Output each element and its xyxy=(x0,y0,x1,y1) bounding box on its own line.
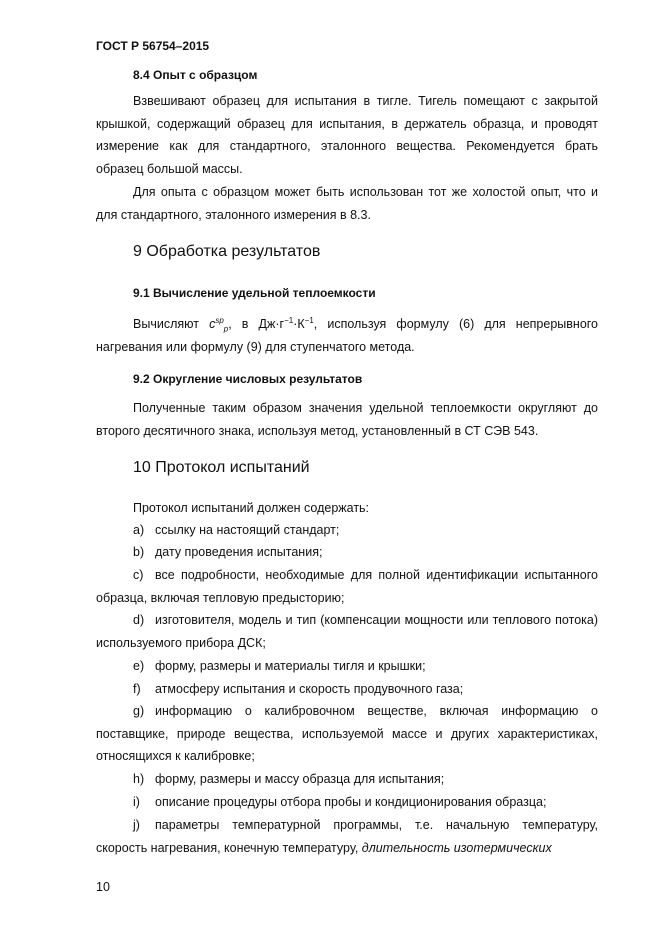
list-item xyxy=(96,541,598,564)
section-9-2-paragraph: Полученные таким образом значения удельной теплоемкости округляют до второго десятичного знака, используя метод, установленный в СТ СЭВ 543. xyxy=(96,401,598,438)
list-item-text: ссылку на настоящий стандарт; xyxy=(155,523,340,537)
list-item xyxy=(96,791,598,814)
text-run: ·К xyxy=(293,317,305,331)
text-run: , используя формулу (6) для непрерывного нагревания или формулу (9) для ступенчатого метода. xyxy=(96,317,599,354)
list-item-label: f) xyxy=(133,682,141,696)
list-item xyxy=(96,678,598,701)
text-run: , в Дж·г xyxy=(228,317,285,331)
exponent: −1 xyxy=(304,315,314,325)
list-item-label: i) xyxy=(133,795,140,809)
section-8-4-paragraph-1: Взвешивают образец для испытания в тигле. Тигель помещают с закрытой крышкой, содержащий образец для испытания, в держатель образца, и проводят измерение как для стандартного, эталонного вещества. Рекомендуется брать образец большой массы. xyxy=(96,94,598,176)
section-8-4-paragraph-2: Для опыта с образцом может быть использован тот же холостой опыт, что и для стандартного, эталонного измерения в 8.3. xyxy=(96,185,598,222)
list-item xyxy=(96,609,598,654)
list-item-text: дату проведения испытания; xyxy=(155,545,323,559)
list-item xyxy=(96,700,598,768)
list-item xyxy=(96,814,598,859)
list-item xyxy=(96,519,598,542)
list-item-text: форму, размеры и материалы тигля и крышки; xyxy=(155,659,426,673)
list-item xyxy=(96,564,598,609)
list-item-text: описание процедуры отбора пробы и кондиционирования образца; xyxy=(155,795,547,809)
section-9-1-paragraph xyxy=(96,313,598,358)
list-item-text: атмосферу испытания и скорость продувочного газа; xyxy=(155,682,464,696)
text-run: Вычисляют xyxy=(133,317,210,331)
list-item-text: все подробности, необходимые для полной идентификации испытанного образца, включая тепловую предысторию; xyxy=(96,568,598,605)
list-item-text: информацию о калибровочном веществе, включая информацию о поставщике, природе вещества, используемой массе и других характеристиках, относящихся к калибровке; xyxy=(96,704,598,763)
list-item-label: d) xyxy=(133,613,145,627)
section-9-1-title: 9.1 Вычисление удельной теплоемкости xyxy=(133,286,376,300)
list-item xyxy=(96,655,598,678)
list-item-label: h) xyxy=(133,772,145,786)
exponent: −1 xyxy=(284,315,294,325)
list-item-label: e) xyxy=(133,659,145,673)
section-9-heading: 9 Обработка результатов xyxy=(133,243,321,260)
list-item-text: форму, размеры и массу образца для испытания; xyxy=(155,772,445,786)
document-header: ГОСТ Р 56754–2015 xyxy=(96,39,210,53)
section-9-2-title: 9.2 Округление числовых результатов xyxy=(133,372,363,386)
list-item-label: а) xyxy=(133,523,145,537)
section-8-4-title: 8.4 Опыт с образцом xyxy=(133,68,258,82)
list-item-label: g) xyxy=(133,704,145,718)
list-item xyxy=(96,768,598,791)
list-item-text: параметры температурной программы, т.е. начальную температуру, скорость нагревания, конечную температуру, длительность изотермических xyxy=(96,818,598,855)
section-10-intro: Протокол испытаний должен содержать: xyxy=(133,501,370,515)
list-item-label: b) xyxy=(133,545,145,559)
section-10-heading: 10 Протокол испытаний xyxy=(133,459,310,476)
list-item-label: c) xyxy=(133,568,144,582)
specific-heat-symbol: $c^{sp}_p$ xyxy=(209,315,229,334)
list-item-label: j) xyxy=(133,818,140,832)
page-number: 10 xyxy=(96,880,110,894)
list-item-text: изготовителя, модель и тип (компенсации мощности или теплового потока) используемого прибора ДСК; xyxy=(96,613,598,650)
